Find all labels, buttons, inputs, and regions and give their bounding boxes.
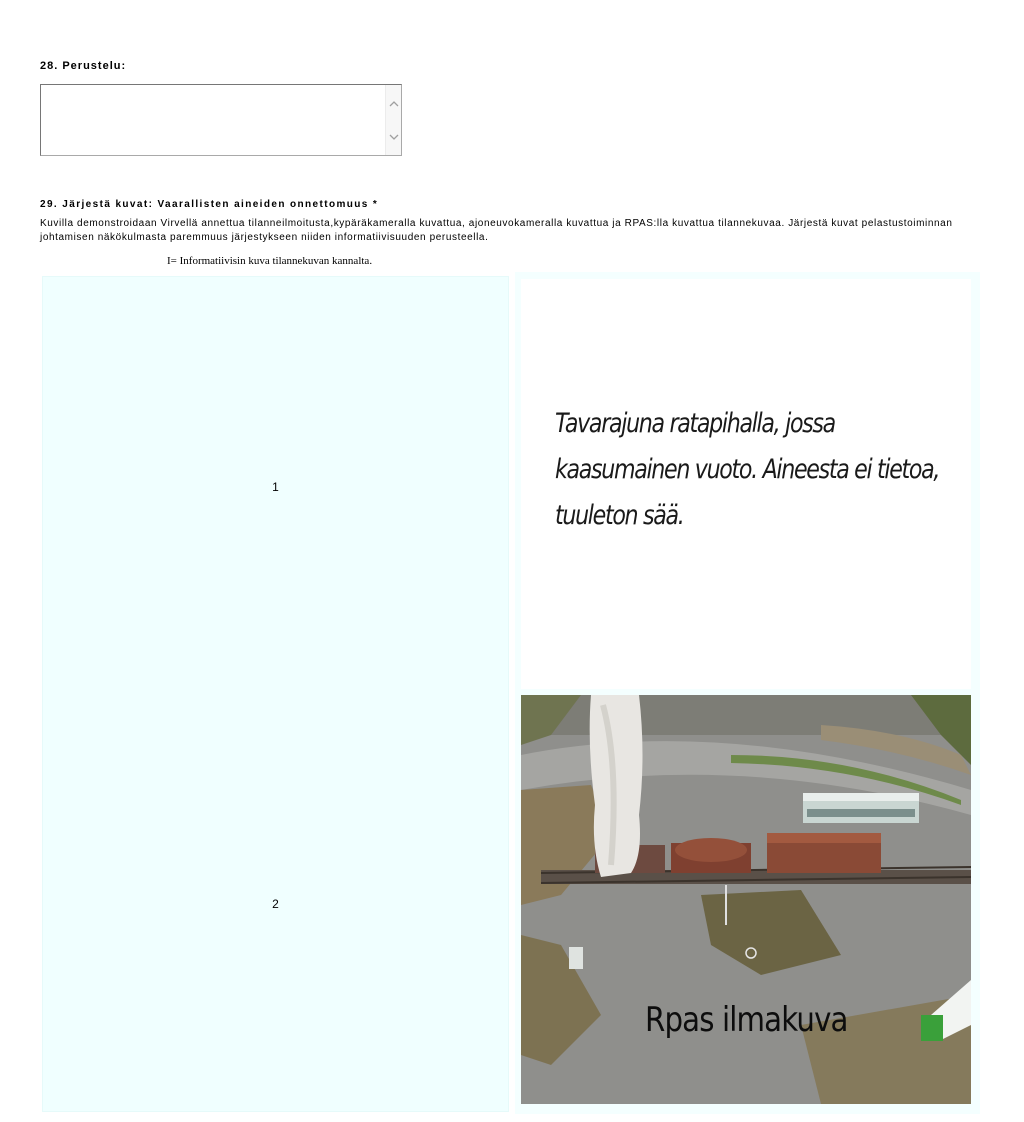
perustelu-textarea[interactable] [40,84,402,156]
rank-slot-2[interactable] [43,695,508,1113]
ranking-legend: I= Informatiivisin kuva tilannekuvan kannalta. [167,255,373,267]
rankable-items-column [515,272,980,1114]
question-29-description: Kuvilla demonstroidaan Virvellä annettua tilanneilmoitusta,kypäräkameralla kuvattua, ajoneuvokameralla kuvattua ja RPAS:lla kuvattua tilannekuvaa. Järjestä kuvat pelastustoiminnan johtamisen näkökulmasta paremmuus järjestykseen niiden informatiivisuuden perusteella. [40,218,953,243]
rank-number: 2 [272,897,279,911]
rpas-aerial-photo [521,695,971,1104]
chevron-down-icon[interactable] [386,129,402,145]
question-28-label: 28. Perustelu: [40,60,127,72]
question-29-title: 29. Järjestä kuvat: Vaarallisten aineiden onnettomuus * [40,199,379,210]
rank-slot-1[interactable] [43,277,508,695]
ranking-drop-column[interactable] [42,276,509,1112]
situation-report-text: Tavarajuna ratapihalla, jossa kaasumainen vuoto. Aineesta ei tietoa, tuuleton sää. [555,408,940,531]
chevron-up-icon[interactable] [386,95,402,111]
rpas-aerial-photo-card[interactable] [521,695,971,1104]
situation-report-card[interactable] [521,279,971,689]
rank-number: 1 [272,480,279,494]
textarea-scrollbar[interactable] [385,85,401,155]
photo-caption: Rpas ilmakuva [645,1000,848,1040]
